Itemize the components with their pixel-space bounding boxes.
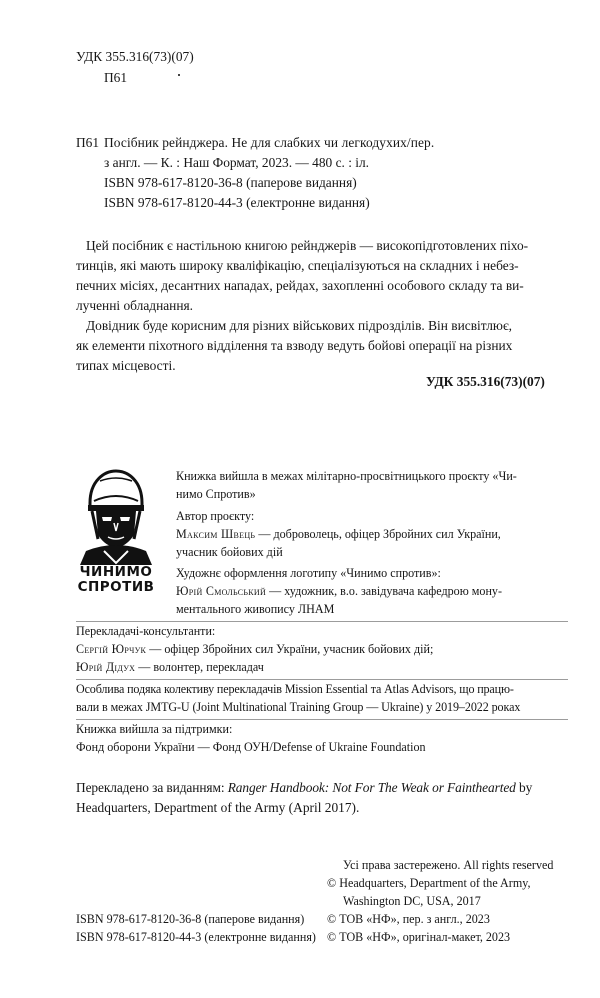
translator-2	[76, 658, 264, 677]
author-mark: П61	[104, 70, 128, 85]
designer-line	[176, 582, 502, 601]
catalog-title-line: Посібник рейнджера. Не для слабких чи легкодухих/пер.	[104, 135, 435, 150]
rights-reserved: Усі права застережено. All rights reserved	[343, 858, 554, 872]
udc-code-bottom: УДК 355.316(73)(07)	[426, 374, 545, 389]
original-title: Ranger Handbook: Not For The Weak or Fainthearted	[227, 780, 516, 795]
catalog-isbn-paper: ISBN 978-617-8120-36-8 (паперове видання)	[104, 175, 357, 190]
thanks-line: вали в межах JMTG-U (Joint Multinational Training Group — Ukraine) у 2019–2022 роках	[76, 700, 521, 714]
author-name: Максим Швець	[176, 527, 256, 541]
translated-from-suffix: by	[515, 780, 533, 795]
translator-1-name: Сергій Юрчук	[76, 642, 147, 656]
copyright-army: © Headquarters, Department of the Army,	[327, 876, 531, 890]
annotation-line: печних місіях, десантних нападах, рейдах, захопленні особового складу та ви-	[76, 278, 524, 293]
catalog-mark: П61	[76, 135, 100, 150]
translator-2-desc: — волонтер, перекладач	[138, 660, 264, 674]
catalog-publication-line: з англ. — К. : Наш Формат, 2023. — 480 с. : іл.	[104, 155, 370, 170]
project-author-label: Автор проєкту:	[176, 509, 255, 523]
catalog-isbn-electronic: ISBN 978-617-8120-44-3 (електронне видання)	[104, 195, 370, 210]
translators-label: Перекладачі-консультанти:	[76, 624, 216, 638]
translated-from-prefix: Перекладено за виданням:	[76, 780, 228, 795]
annotation-line: як елементи піхотного відділення та взводу ведуть бойові операції на різних	[76, 338, 513, 353]
logo-text-line2: СПРОТИВ	[77, 579, 155, 595]
project-logo	[76, 465, 156, 595]
dot-mark	[178, 74, 180, 76]
annotation-line: Довідник буде корисним для різних військових підрозділів. Він висвітлює,	[86, 318, 513, 333]
designer-description: — художник, в.о. завідувача кафедрою мону-	[269, 584, 502, 598]
footer-isbn-paper: ISBN 978-617-8120-36-8 (паперове видання)	[76, 912, 305, 926]
copyright-layout: © ТОВ «НФ», оригінал-макет, 2023	[327, 930, 511, 944]
translator-1	[76, 640, 433, 659]
thanks-line: Особлива подяка колективу перекладачів Mission Essential та Atlas Advisors, що працю-	[76, 682, 514, 696]
support-value: Фонд оборони України — Фонд ОУН/Defense of Ukraine Foundation	[76, 740, 426, 754]
author-description: — доброволець, офіцер Збройних сил України,	[258, 527, 501, 541]
author-description-cont: учасник бойових дій	[176, 545, 283, 559]
support-label: Книжка вийшла за підтримки:	[76, 722, 233, 736]
annotation-line: типах місцевості.	[76, 358, 176, 373]
annotation-line: тинців, які мають широку кваліфікацію, спеціалізуються на складних і небез-	[76, 258, 519, 273]
project-intro-line: нимо Спротив»	[176, 487, 256, 501]
translator-2-name: Юрій Дідух	[76, 660, 136, 674]
copyright-translation: © ТОВ «НФ», пер. з англ., 2023	[327, 912, 490, 926]
udc-code: УДК 355.316(73)(07)	[76, 49, 194, 64]
project-author-line	[176, 525, 501, 544]
translated-from-line	[76, 778, 532, 799]
project-intro-line: Книжка вийшла в межах мілітарно-просвітницького проєкту «Чи-	[176, 469, 517, 483]
translated-from-publisher: Headquarters, Department of the Army (April 2017).	[76, 800, 360, 815]
designer-name: Юрій Смольський	[176, 584, 267, 598]
soldier-portrait-icon	[76, 465, 156, 565]
logo-design-label: Художнє оформлення логотипу «Чинимо спротив»:	[176, 566, 441, 580]
translator-1-desc: — офіцер Збройних сил України, учасник бойових дій;	[149, 642, 434, 656]
annotation-line: лученні обладнання.	[76, 298, 194, 313]
designer-description-cont: ментального живопису ЛНАМ	[176, 602, 335, 616]
footer-isbn-electronic: ISBN 978-617-8120-44-3 (електронне видання)	[76, 930, 316, 944]
logo-text-line1: ЧИНИМО	[79, 564, 153, 580]
copyright-army-cont: Washington DC, USA, 2017	[343, 894, 481, 908]
annotation-line: Цей посібник є настільною книгою рейнджерів — високопідготовлених піхо-	[86, 238, 529, 253]
